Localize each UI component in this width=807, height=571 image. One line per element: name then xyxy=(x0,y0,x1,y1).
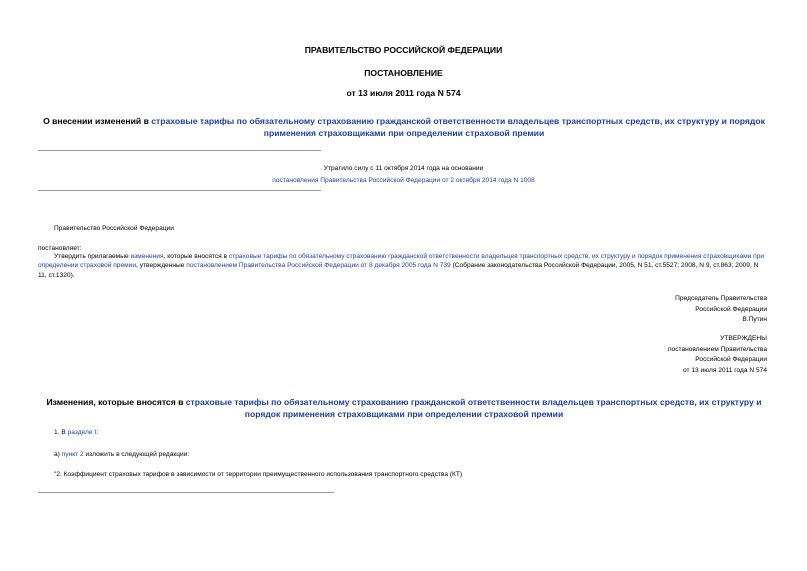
doc-date-number: от 13 июля 2011 года N 574 xyxy=(346,88,461,98)
changes-title-prefix: Изменения, которые вносятся в xyxy=(46,397,186,407)
resolution-739-link[interactable]: постановлением Правительства Российской Федерации от 8 декабря 2005 года N 739 xyxy=(186,262,451,270)
item-a xyxy=(54,450,189,459)
resolves-label: постановляет: xyxy=(38,245,82,252)
item-1-text-b: : xyxy=(96,429,99,436)
repeal-notice-link[interactable]: постановления Правительства Российской Федерации от 2 октября 2014 года N 1008 xyxy=(272,177,535,185)
p1-text-b: , которые вносятся в xyxy=(163,253,229,260)
p1-text-a: Утвердить прилагаемые xyxy=(54,253,131,260)
repeal-notice xyxy=(0,164,807,186)
title-link[interactable]: страховые тарифы по обязательному страхованию гражданской ответственности владельцев транспортных средств, их структуру и порядок применения страховщиками при определении страховой премии xyxy=(151,116,765,138)
changes-title-link[interactable]: страховые тарифы по обязательному страхованию гражданской ответственности владельцев транспортных средств, их структуру и порядок применения страховщиками при определении страховой премии xyxy=(185,397,762,419)
point-2-link[interactable]: пункт 2 xyxy=(61,451,84,458)
title-prefix: О внесении изменений в xyxy=(43,116,152,126)
doc-type: ПОСТАНОВЛЕНИЕ xyxy=(364,68,443,78)
divider-bottom xyxy=(38,190,321,191)
approved-line1: УТВЕРЖДЕНЫ xyxy=(720,335,767,342)
p1-text-c: , утвержденные xyxy=(136,262,187,270)
divider-end xyxy=(38,492,334,493)
item-1-text-a: 1. В xyxy=(54,429,68,436)
resolution-paragraph xyxy=(38,252,766,280)
signature-line2: Российской Федерации xyxy=(695,305,767,313)
org-name: ПРАВИТЕЛЬСТВО РОССИЙСКОЙ ФЕДЕРАЦИИ xyxy=(304,45,503,55)
p1-text-d: (Собрание законодательства Российской Федерации, 2005, N 51, ст.5527; 2008, N 9, ст.863; 2009, N 11, ст.1320). xyxy=(38,262,759,279)
divider-top xyxy=(38,150,321,151)
document-title xyxy=(40,115,768,139)
approved-line2: постановлением Правительства xyxy=(667,345,767,353)
item-a-text-b: изложить в следующей редакции: xyxy=(83,451,190,458)
section-1-link[interactable]: разделе I xyxy=(67,429,97,436)
signature-name: В.Путин xyxy=(742,316,767,323)
changes-title xyxy=(34,396,774,420)
repeal-notice-text: Утратило силу с 11 октября 2014 года на основании xyxy=(323,165,484,172)
approved-block xyxy=(668,334,767,376)
signature-block xyxy=(675,294,767,326)
government-label: Правительство Российской Федерации xyxy=(54,225,174,232)
tariffs-link[interactable]: страховые тарифы по обязательному страхованию гражданской ответственности владельцев транспортных средств, их структуру и порядок применения страховщиками при определении страховой премии xyxy=(38,253,765,270)
signature-line1: Председатель Правительства xyxy=(675,295,767,302)
quote-paragraph: "2. Коэффициент страховых тарифов в зависимости от территории преимущественного использования транспортного средства (КТ) xyxy=(54,471,463,478)
item-1 xyxy=(54,428,98,437)
changes-link[interactable]: изменения xyxy=(130,253,164,260)
approved-line4: от 13 июля 2011 года N 574 xyxy=(682,366,767,374)
approved-line3: Российской Федерации xyxy=(695,356,767,363)
item-a-text-a: а) xyxy=(54,451,62,458)
